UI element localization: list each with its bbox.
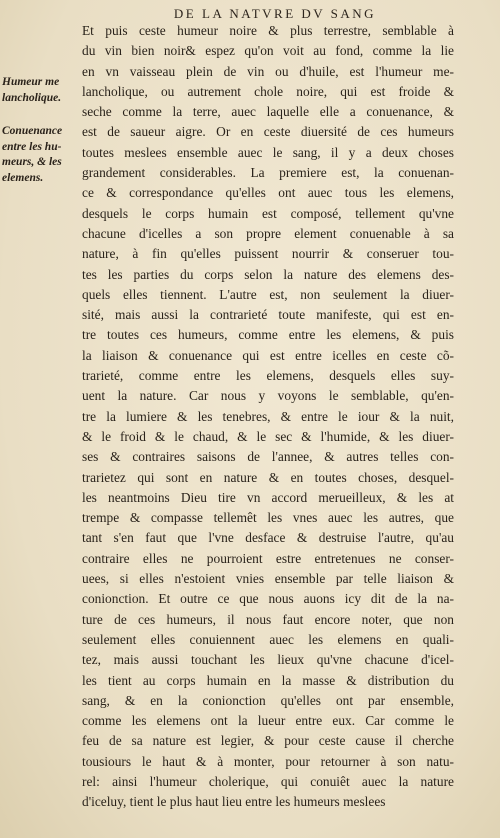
text-line: uent la nature. Car nous y voyons le semblable, qu'en- [82,388,454,404]
text-line: la liaison & conuenance qui est entre icelles en ceste cõ- [82,347,454,363]
running-header: DE LA NATVRE DV SANG [173,6,377,21]
margin-note-humeur-melancholique [2,75,82,106]
text-line: les neantmoins Dieu tire vn accord merueilleux, & les at [82,489,454,505]
margin-note-line: meurs, & les [2,156,62,168]
text-line: comme les elemens ont la lueur entre eux. Car comme le [82,713,454,729]
margin-note-line: entre les hu- [2,140,62,153]
text-line: tre la lumiere & les tenebres, & entre le iour & la nuit, [82,408,454,424]
text-line: seche comme la terre, auec laquelle elle a conuenance, & [82,104,454,120]
text-line: grandement considerables. La premiere est, la conuenan- [82,165,454,181]
text-line: contraire elles ne pourroient estre entretenues ne conser- [82,550,454,566]
text-line: trempe & compasse tellemêt les vnes auec les autres, que [82,510,454,526]
text-line: toutes meslees ensemble auec le sang, il y a deux choses [82,144,454,160]
margin-note-conuenance [2,124,82,186]
text-line: chacune d'icelles a son propre element conuenable à sa [82,225,454,241]
text-line: desquels le corps humain est composé, tellement qu'vne [82,205,454,221]
text-line: en vn vaisseau plein de vin ou d'huile, est l'humeur me- [82,63,454,79]
text-line: sité, mais aussi la contrarieté toute manifeste, qui est en- [82,307,454,323]
text-line: conionction. Et outre ce que nous auons icy dit de la na- [82,591,454,607]
margin-note-line: elemens. [2,171,44,184]
margin-note-line: Conuenance [2,125,63,137]
body-text [82,21,454,813]
margin-note-line: Humeur me [2,76,60,88]
text-line: nature, à fin qu'elles puissent nourrir & conseruer tou- [82,246,454,262]
text-line: Et puis ceste humeur noire & plus terrestre, semblable à [82,23,454,38]
text-line: & le froid & le chaud, & le sec & l'humide, & les diuer- [82,428,454,444]
text-line: feu de sa nature est legier, & pour ceste cause il cherche [82,733,454,749]
text-line: sang, & en la conionction qu'elles ont par ensemble, [82,692,454,708]
text-line: seulement elles conuiennent auec les elemens en quali- [82,631,454,647]
text-line: trarietez qui sont en nature & en toutes choses, desquel- [82,469,454,485]
text-line: est de saueur aigre. Or en ceste diuersité de ces humeurs [82,124,454,140]
text-line: uees, si elles n'estoient vnies ensemble par telle liaison & [82,571,454,587]
text-line: d'iceluy, tient le plus haut lieu entre les humeurs meslees [82,794,386,810]
text-line: quels elles tiennent. L'autre est, non seulement la diuer- [82,286,454,302]
margin-note-line: lancholique. [2,91,62,104]
text-line: du vin bien noir& espez qu'on voit au fond, comme la lie [82,43,454,59]
text-line: tousiours le haut & à monter, pour retourner à son natu- [82,753,454,769]
text-line: trarieté, comme entre les elemens, desquels elles suy- [82,368,454,384]
text-line: les tient au corps humain en la masse & distribution du [82,672,454,688]
text-line: ce & correspondance qu'elles ont auec tous les elemens, [82,185,454,201]
text-line: tant s'en faut que l'vne desface & destruise l'autre, qu'au [82,530,454,546]
text-line: rel: ainsi l'humeur cholerique, qui conuiêt auec la nature [82,773,454,789]
text-line: tre toutes ces humeurs, comme entre les elemens, & puis [82,327,454,343]
text-line: tes les parties du corps selon la nature des elemens des- [82,266,454,282]
text-line: tez, mais aussi touchant les lieux qu'vne chacune d'icel- [82,652,454,668]
text-line: lancholique, ou autrement chole noire, qui est froide & [82,83,454,99]
text-line: ses & contraires saisons de l'annee, & autres telles con- [82,449,454,465]
text-line: ture de ces humeurs, il nous faut encore noter, que non [82,611,454,627]
